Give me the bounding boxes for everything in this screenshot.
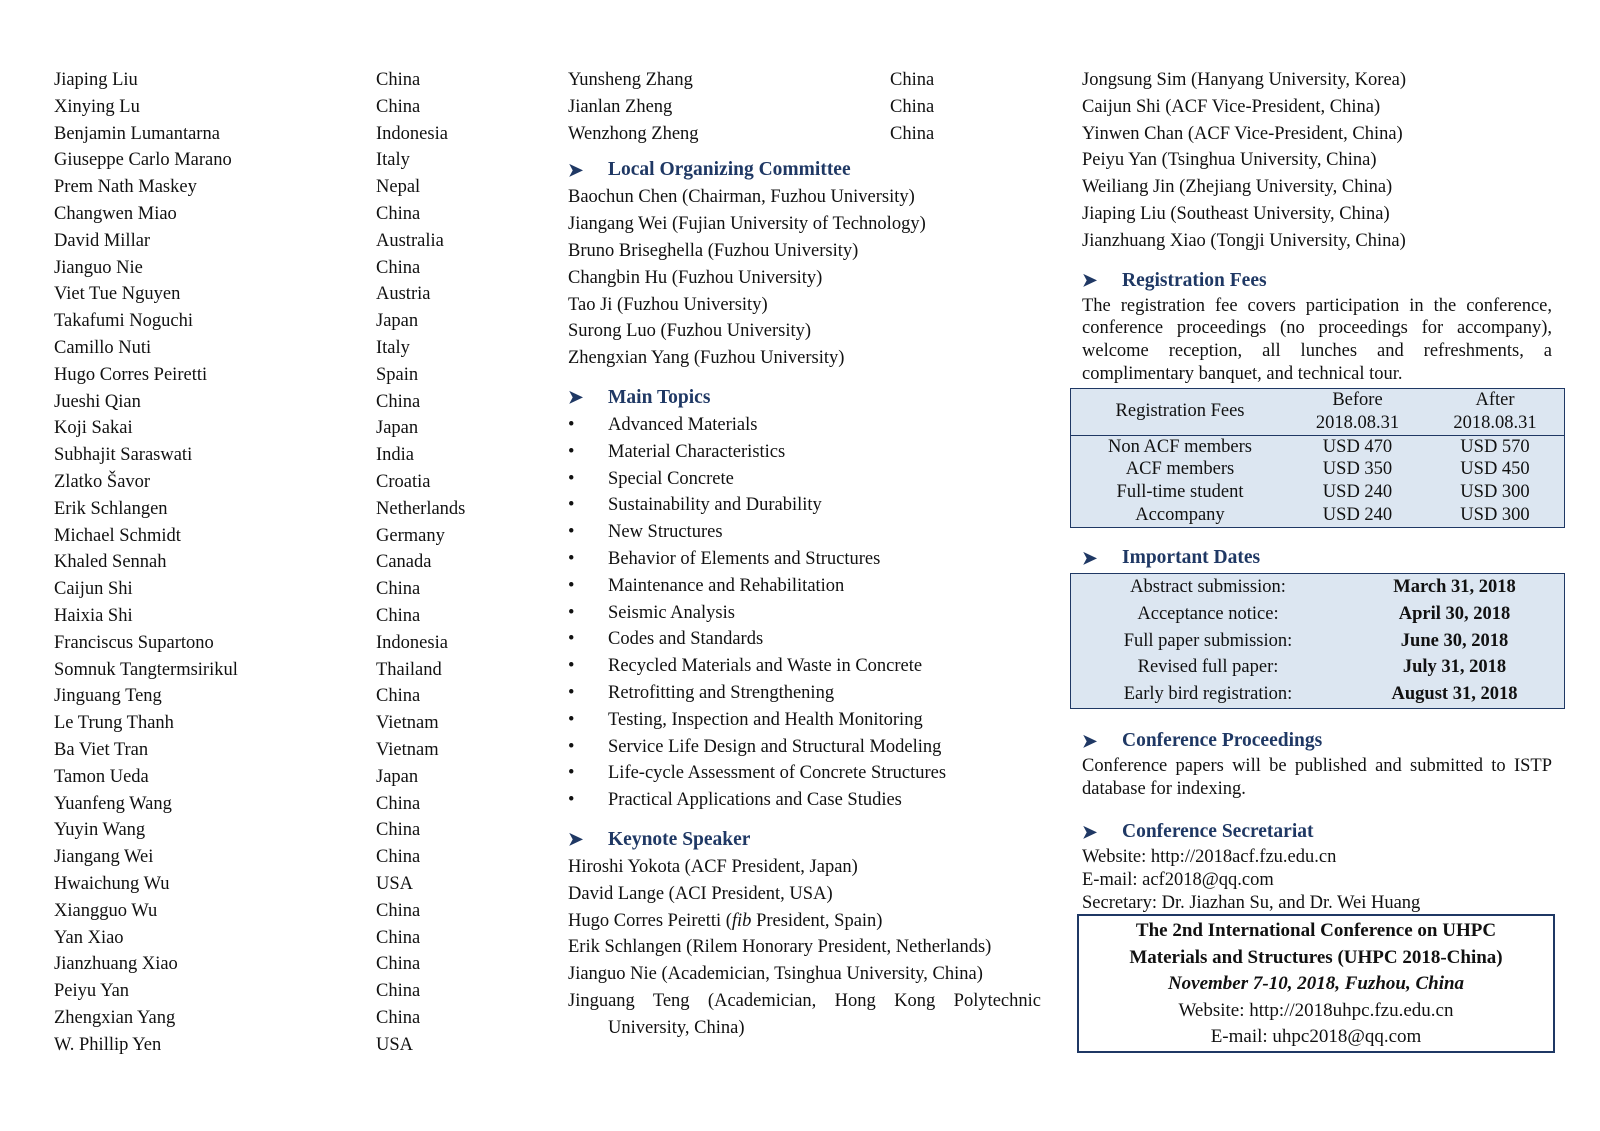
- member-name: Peiyu Yan: [54, 981, 130, 1002]
- member-country: China: [376, 579, 421, 600]
- member-country: China: [376, 605, 421, 626]
- keynote-speaker: Jianguo Nie (Academician, Tsinghua University, China): [568, 964, 983, 985]
- topic-item: [568, 519, 1048, 546]
- topic-label: Maintenance and Rehabilitation: [608, 575, 845, 596]
- member-country: China: [376, 391, 421, 412]
- secretariat-heading: ➤ Conference Secretariat: [1082, 821, 1314, 842]
- keynote-speaker: Erik Schlangen (Rilem Honorary President, Netherlands): [568, 937, 992, 958]
- member-country: China: [376, 954, 421, 975]
- committee-member-row: [54, 737, 524, 764]
- committee-member-row: [54, 255, 524, 282]
- keynote-speaker: Weiliang Jin (Zhejiang University, China): [1082, 177, 1393, 198]
- fee-row: [1071, 481, 1564, 504]
- conference-info-box: [1077, 914, 1555, 1053]
- member-name: Somnuk Tangtermsirikul: [54, 659, 238, 680]
- topic-item: [568, 573, 1048, 600]
- fee-cell-after: USD 300: [1460, 482, 1530, 503]
- member-country: China: [376, 257, 421, 278]
- committee-member-row: [54, 657, 524, 684]
- member-name: Camillo Nuti: [54, 337, 152, 358]
- member-name: Jiangang Wei: [54, 847, 154, 868]
- date-label: Abstract submission:: [1130, 577, 1286, 597]
- proceedings-section: [1082, 727, 1552, 801]
- topic-label: Advanced Materials: [608, 414, 758, 435]
- date-row: [1071, 574, 1564, 601]
- fee-cell-before: USD 240: [1322, 482, 1393, 503]
- member-country: Austria: [376, 284, 431, 305]
- bullet-icon: •: [568, 414, 575, 435]
- member-name: Wenzhong Zheng: [568, 123, 699, 144]
- conference-website: Website: http://2018uhpc.fzu.edu.cn: [1178, 999, 1454, 1021]
- arrow-right-icon: ➤: [1082, 270, 1098, 291]
- topic-label: Practical Applications and Case Studies: [608, 790, 902, 811]
- member-name: Yuanfeng Wang: [54, 793, 172, 814]
- conference-title-line1: The 2nd International Conference on UHPC: [1135, 920, 1497, 941]
- committee-member-row: [54, 549, 524, 576]
- member-country: Nepal: [376, 177, 421, 198]
- member-name: Benjamin Lumantarna: [54, 123, 220, 144]
- keynote-speaker: Caijun Shi (ACF Vice-President, China): [1082, 96, 1381, 117]
- member-country: Canada: [376, 552, 432, 573]
- local-committee-member: Bruno Briseghella (Fuzhou University): [568, 240, 859, 261]
- committee-member-row: [54, 415, 524, 442]
- keynote-speaker: Hiroshi Yokota (ACF President, Japan): [568, 856, 858, 877]
- arrow-right-icon: ➤: [1082, 730, 1098, 751]
- member-name: Koji Sakai: [54, 418, 133, 439]
- committee-member-row: [54, 710, 524, 737]
- member-country: USA: [376, 1034, 414, 1055]
- member-name: Jueshi Qian: [54, 391, 141, 412]
- member-country: Vietnam: [376, 739, 439, 760]
- committee-member-row: [54, 147, 524, 174]
- registration-fees-table: [1070, 388, 1565, 528]
- bullet-icon: •: [568, 468, 575, 489]
- committee-member-row: [54, 844, 524, 871]
- topic-label: Sustainability and Durability: [608, 495, 822, 516]
- member-country: Japan: [376, 766, 419, 787]
- committee-member-row: [54, 228, 524, 255]
- proceedings-text: Conference papers will be published and submitted to ISTP database for indexing.: [1082, 756, 1552, 799]
- secretariat-section: [1082, 818, 1552, 914]
- member-country: Spain: [376, 364, 419, 385]
- committee-list-continued: [568, 67, 1048, 147]
- member-name: Prem Nath Maskey: [54, 177, 197, 198]
- member-country: China: [890, 70, 935, 90]
- bullet-icon: •: [568, 575, 575, 596]
- committee-member-row: [54, 469, 524, 496]
- bullet-icon: •: [568, 656, 575, 677]
- committee-member-row: [54, 523, 524, 550]
- member-name: Tamon Ueda: [54, 766, 149, 787]
- fee-row: [1071, 504, 1564, 527]
- fee-cell-type: Full-time student: [1116, 482, 1244, 503]
- keynote-list-continued: [1082, 67, 1562, 255]
- member-name: Michael Schmidt: [54, 525, 181, 546]
- member-name: Jiaping Liu: [54, 70, 138, 90]
- keynote-speaker: Jianzhuang Xiao (Tongji University, China): [1082, 230, 1406, 251]
- member-name: Hugo Corres Peiretti: [54, 364, 208, 385]
- member-country: China: [376, 96, 421, 117]
- arrow-right-icon: ➤: [1082, 547, 1098, 568]
- registration-text: The registration fee covers participation in the conference, conference proceedings (no proceedings for accompany), welcome reception, all lunches and refreshments, a complimentary banquet, and technical tour.: [1082, 295, 1552, 384]
- member-name: Franciscus Supartono: [54, 632, 214, 653]
- committee-member-row: [568, 94, 1048, 121]
- member-name: Zhengxian Yang: [54, 1007, 176, 1028]
- fees-header-after: After 2018.08.31: [1426, 389, 1564, 435]
- bullet-icon: •: [568, 682, 575, 703]
- local-committee-member: Surong Luo (Fuzhou University): [568, 321, 812, 342]
- committee-member-row: [568, 121, 1048, 148]
- fee-cell-type: Non ACF members: [1108, 436, 1252, 457]
- topic-item: [568, 707, 1048, 734]
- member-country: Thailand: [376, 659, 442, 680]
- committee-member-row: [54, 442, 524, 469]
- date-value: March 31, 2018: [1393, 577, 1516, 597]
- committee-member-row: [54, 791, 524, 818]
- member-country: China: [376, 900, 421, 921]
- topic-item: [568, 466, 1048, 493]
- fee-cell-before: USD 240: [1322, 504, 1393, 525]
- committee-member-row: [54, 67, 524, 94]
- member-name: Haixia Shi: [54, 605, 133, 626]
- topic-item: [568, 734, 1048, 761]
- member-name: Caijun Shi: [54, 579, 133, 600]
- topic-label: Service Life Design and Structural Modeling: [608, 736, 942, 757]
- bullet-icon: •: [568, 602, 575, 623]
- local-committee-member: Baochun Chen (Chairman, Fuzhou University): [568, 187, 915, 208]
- topic-item: [568, 680, 1048, 707]
- main-topics-list: [568, 412, 1048, 814]
- keynote-speaker: Jongsung Sim (Hanyang University, Korea): [1082, 70, 1407, 90]
- date-row: [1071, 601, 1564, 628]
- topic-item: [568, 760, 1048, 787]
- secretariat-email: E-mail: acf2018@qq.com: [1082, 869, 1274, 890]
- date-value: June 30, 2018: [1400, 630, 1509, 651]
- column-2: [568, 67, 1048, 1042]
- keynote-speaker-cont: University, China): [608, 1017, 745, 1038]
- bullet-icon: •: [568, 790, 575, 811]
- keynote-speaker: Yinwen Chan (ACF Vice-President, China): [1082, 123, 1403, 144]
- date-value: April 30, 2018: [1398, 603, 1511, 624]
- proceedings-heading: ➤ Conference Proceedings: [1082, 730, 1323, 751]
- committee-member-row: [54, 496, 524, 523]
- member-name: Changwen Miao: [54, 203, 177, 224]
- local-committee-heading: ➤ Local Organizing Committee: [568, 159, 851, 181]
- committee-member-row: [54, 630, 524, 657]
- member-name: David Millar: [54, 230, 151, 251]
- topic-item: [568, 600, 1048, 627]
- member-country: China: [376, 686, 421, 707]
- member-country: China: [890, 96, 935, 117]
- member-name: Khaled Sennah: [54, 552, 167, 573]
- committee-member-row: [54, 389, 524, 416]
- fee-row: [1071, 458, 1564, 481]
- fee-cell-type: Accompany: [1135, 504, 1225, 525]
- bullet-icon: •: [568, 548, 575, 569]
- committee-member-row: [54, 335, 524, 362]
- member-country: Japan: [376, 311, 419, 332]
- bullet-icon: •: [568, 709, 575, 730]
- member-country: China: [376, 927, 421, 948]
- member-country: China: [376, 820, 421, 841]
- fee-cell-before: USD 470: [1322, 436, 1393, 457]
- member-name: Viet Tue Nguyen: [54, 284, 181, 305]
- member-name: Giuseppe Carlo Marano: [54, 150, 232, 171]
- member-country: China: [376, 1007, 421, 1028]
- committee-member-row: [54, 576, 524, 603]
- member-name: Jinguang Teng: [54, 686, 162, 707]
- keynote-speaker: Jinguang Teng (Academician, Hong Kong Polytechnic: [568, 990, 1041, 1011]
- topic-label: Life-cycle Assessment of Concrete Structures: [608, 763, 947, 784]
- member-name: Erik Schlangen: [54, 498, 168, 519]
- keynote-speaker: David Lange (ACI President, USA): [568, 883, 833, 904]
- important-dates-heading: ➤ Important Dates: [1082, 547, 1261, 568]
- topic-label: Behavior of Elements and Structures: [608, 548, 881, 569]
- date-value: August 31, 2018: [1391, 684, 1518, 705]
- local-committee-list: [568, 184, 1048, 372]
- member-name: Yunsheng Zhang: [568, 70, 693, 90]
- member-country: China: [376, 981, 421, 1002]
- important-dates-table: [1070, 573, 1565, 709]
- fee-row: [1071, 435, 1564, 458]
- committee-member-row: [54, 603, 524, 630]
- local-committee-member: Changbin Hu (Fuzhou University): [568, 267, 823, 288]
- member-name: Xinying Lu: [54, 96, 140, 117]
- member-country: Italy: [376, 150, 410, 171]
- fee-cell-type: ACF members: [1125, 459, 1235, 480]
- topic-item: [568, 412, 1048, 439]
- topic-label: New Structures: [608, 522, 723, 543]
- date-label: Acceptance notice:: [1137, 603, 1279, 624]
- fee-cell-after: USD 300: [1460, 504, 1530, 525]
- fee-cell-before: USD 350: [1322, 459, 1393, 480]
- committee-member-row: [54, 817, 524, 844]
- keynote-list: [568, 854, 1048, 1042]
- member-country: Croatia: [376, 471, 431, 492]
- member-country: China: [376, 793, 421, 814]
- secretariat-secretary: Secretary: Dr. Jiazhan Su, and Dr. Wei Huang: [1082, 892, 1421, 913]
- topic-label: Testing, Inspection and Health Monitoring: [608, 709, 923, 730]
- bullet-icon: •: [568, 763, 575, 784]
- keynote-speaker: Jiaping Liu (Southeast University, China): [1082, 203, 1390, 224]
- member-name: Subhajit Saraswati: [54, 445, 193, 466]
- arrow-right-icon: ➤: [1082, 821, 1098, 842]
- committee-member-row: [54, 94, 524, 121]
- date-row: [1071, 628, 1564, 655]
- topic-label: Material Characteristics: [608, 441, 786, 462]
- committee-member-row: [568, 67, 1048, 94]
- committee-member-row: [54, 764, 524, 791]
- committee-member-row: [54, 951, 524, 978]
- date-row: [1071, 654, 1564, 681]
- bullet-icon: •: [568, 522, 575, 543]
- topic-label: Seismic Analysis: [608, 602, 735, 623]
- fees-header-label: Registration Fees: [1071, 389, 1289, 435]
- topic-item: [568, 492, 1048, 519]
- member-name: Ba Viet Tran: [54, 739, 149, 760]
- member-name: Jianguo Nie: [54, 257, 143, 278]
- committee-member-row: [54, 281, 524, 308]
- keynote-heading: ➤ Keynote Speaker: [568, 828, 751, 850]
- secretariat-website: Website: http://2018acf.fzu.edu.cn: [1082, 847, 1337, 867]
- local-committee-member: Tao Ji (Fuzhou University): [568, 294, 768, 315]
- arrow-right-icon: ➤: [568, 159, 584, 180]
- committee-member-row: [54, 201, 524, 228]
- member-country: India: [376, 445, 415, 466]
- topic-label: Special Concrete: [608, 468, 734, 489]
- member-country: Australia: [376, 230, 444, 251]
- topic-label: Retrofitting and Strengthening: [608, 682, 835, 703]
- registration-heading: ➤ Registration Fees: [1082, 269, 1267, 291]
- member-name: Takafumi Noguchi: [54, 311, 193, 332]
- main-topics-heading: ➤ Main Topics: [568, 386, 711, 408]
- keynote-speaker: Hugo Corres Peiretti (fib President, Spain): [568, 910, 883, 931]
- committee-member-row: [54, 871, 524, 898]
- committee-member-row: [54, 174, 524, 201]
- member-name: Jianlan Zheng: [568, 96, 673, 117]
- fees-header-before: Before 2018.08.31: [1289, 389, 1426, 435]
- member-country: Indonesia: [376, 632, 448, 653]
- topic-item: [568, 546, 1048, 573]
- bullet-icon: •: [568, 736, 575, 757]
- topic-item: [568, 787, 1048, 814]
- committee-member-row: [54, 1032, 524, 1059]
- bullet-icon: •: [568, 495, 575, 516]
- column-3: [1082, 67, 1562, 386]
- member-country: Indonesia: [376, 123, 448, 144]
- conference-title-line2: Materials and Structures (UHPC 2018-China): [1129, 946, 1503, 968]
- bullet-icon: •: [568, 629, 575, 650]
- topic-item: [568, 439, 1048, 466]
- committee-member-row: [54, 978, 524, 1005]
- committee-member-row: [54, 362, 524, 389]
- member-country: USA: [376, 873, 414, 894]
- committee-member-row: [54, 121, 524, 148]
- member-name: Hwaichung Wu: [54, 873, 170, 894]
- conference-email: E-mail: uhpc2018@qq.com: [1210, 1026, 1422, 1047]
- member-country: Germany: [376, 525, 445, 546]
- member-country: Japan: [376, 418, 419, 439]
- committee-column-1: [54, 67, 524, 1058]
- date-label: Full paper submission:: [1123, 630, 1293, 651]
- committee-member-row: [54, 1005, 524, 1032]
- member-country: Italy: [376, 337, 410, 358]
- topic-item: [568, 626, 1048, 653]
- member-name: Zlatko Šavor: [54, 471, 151, 492]
- member-country: China: [376, 70, 421, 90]
- member-country: Vietnam: [376, 713, 439, 734]
- topic-item: [568, 653, 1048, 680]
- member-country: China: [890, 123, 935, 144]
- bullet-icon: •: [568, 441, 575, 462]
- committee-member-row: [54, 898, 524, 925]
- conference-date-location: November 7-10, 2018, Fuzhou, China: [1167, 973, 1465, 994]
- date-value: July 31, 2018: [1402, 657, 1507, 678]
- committee-member-row: [54, 683, 524, 710]
- date-label: Early bird registration:: [1123, 684, 1293, 705]
- keynote-speaker: Peiyu Yan (Tsinghua University, China): [1082, 150, 1377, 171]
- member-country: Netherlands: [376, 498, 466, 519]
- fee-cell-after: USD 570: [1460, 436, 1530, 457]
- arrow-right-icon: ➤: [568, 387, 584, 408]
- date-label: Revised full paper:: [1137, 657, 1279, 678]
- committee-member-row: [54, 308, 524, 335]
- member-name: Yan Xiao: [54, 927, 124, 948]
- member-name: Yuyin Wang: [54, 820, 146, 841]
- member-name: Jianzhuang Xiao: [54, 954, 178, 975]
- member-name: W. Phillip Yen: [54, 1034, 162, 1055]
- local-committee-member: Zhengxian Yang (Fuzhou University): [568, 348, 845, 369]
- date-row: [1071, 681, 1564, 708]
- topic-label: Recycled Materials and Waste in Concrete: [608, 656, 923, 677]
- fee-cell-after: USD 450: [1460, 459, 1530, 480]
- local-committee-member: Jiangang Wei (Fujian University of Technology): [568, 214, 926, 235]
- arrow-right-icon: ➤: [568, 829, 584, 850]
- member-name: Le Trung Thanh: [54, 713, 174, 734]
- topic-label: Codes and Standards: [608, 629, 764, 650]
- member-name: Xiangguo Wu: [54, 900, 158, 921]
- member-country: China: [376, 847, 421, 868]
- member-country: China: [376, 203, 421, 224]
- committee-member-row: [54, 925, 524, 952]
